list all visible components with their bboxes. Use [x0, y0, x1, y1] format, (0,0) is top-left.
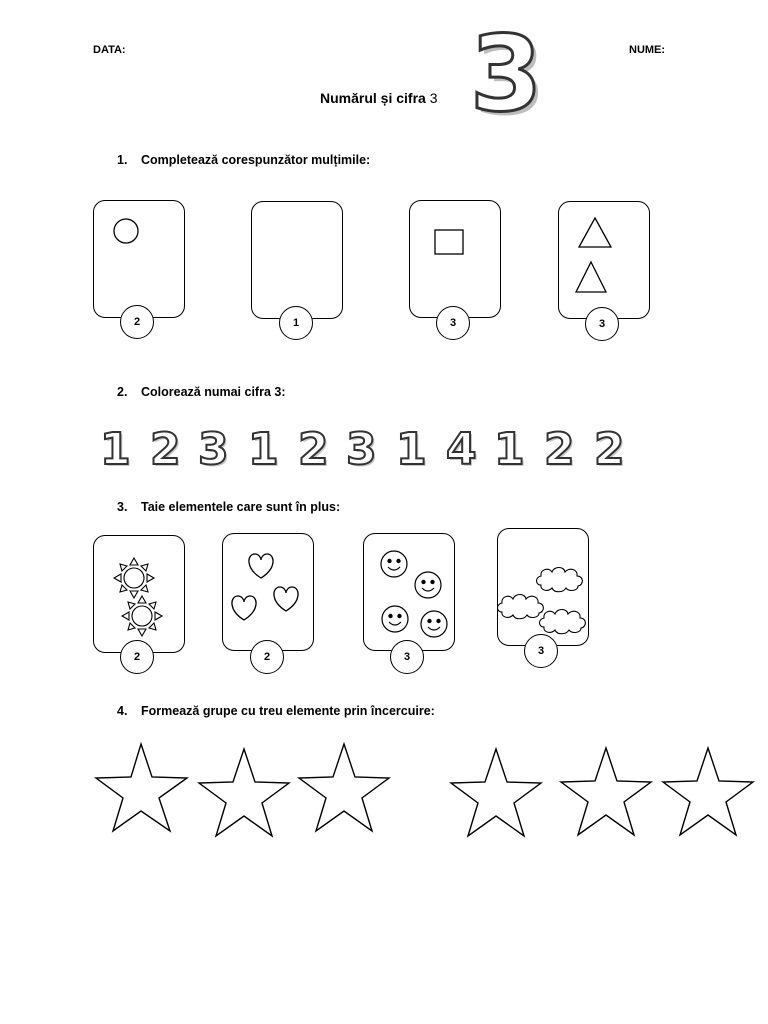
page-title	[320, 90, 438, 106]
task-1-text: Completează corespunzător mulțimile:	[141, 153, 371, 167]
sun-icon	[122, 596, 162, 636]
heart-icon	[274, 587, 298, 611]
sun-icon	[114, 558, 154, 598]
task-1-number: 1.	[117, 153, 128, 167]
star-outline-icon	[96, 744, 187, 831]
star-outline-icon	[663, 748, 753, 835]
set-badge-hearts: 2	[250, 640, 284, 674]
digit-6[interactable]: 3	[346, 424, 377, 475]
digit-4[interactable]: 1	[248, 424, 279, 475]
title-bold-text: Numărul și cifra	[320, 90, 426, 106]
set-card-smileys[interactable]	[363, 533, 455, 651]
cloud-icon	[540, 610, 586, 634]
task-3-number: 3.	[117, 500, 128, 514]
set-badge-2: 1	[279, 306, 313, 340]
set-card-clouds[interactable]	[497, 528, 589, 646]
smiley-icon-group	[364, 534, 454, 650]
set-badge-smileys: 3	[390, 640, 424, 674]
set-badge-clouds: 3	[524, 634, 558, 668]
digit-11[interactable]: 2	[594, 424, 625, 475]
set-card-1[interactable]	[93, 200, 185, 318]
digit-1[interactable]: 1	[100, 424, 131, 475]
set-badge-suns: 2	[120, 640, 154, 674]
digit-8[interactable]: 4	[446, 424, 477, 475]
task-2-number: 2.	[117, 385, 128, 399]
set-badge-3: 3	[436, 306, 470, 340]
heart-icon	[249, 554, 273, 578]
smiley-icon	[382, 606, 408, 632]
smiley-icon	[421, 611, 447, 637]
set-card-3[interactable]	[409, 200, 501, 318]
digit-10[interactable]: 2	[544, 424, 575, 475]
name-label: NUME:	[629, 44, 666, 56]
smiley-icon	[415, 572, 441, 598]
star-outline-icon	[451, 749, 541, 836]
task-1-instruction	[117, 153, 370, 167]
digit-9[interactable]: 1	[494, 424, 525, 475]
star-outline-icon	[561, 748, 651, 835]
task-2-instruction	[117, 385, 286, 399]
task-3-text: Taie elementele care sunt în plus:	[141, 500, 341, 514]
triangle-icon	[559, 202, 649, 318]
task-4-number: 4.	[117, 704, 128, 718]
task-4-instruction	[117, 704, 435, 718]
circle-icon	[94, 201, 184, 317]
star-outline-icon	[199, 749, 289, 836]
set-card-suns[interactable]	[93, 535, 185, 653]
sun-icon-group	[94, 536, 184, 652]
cloud-icon-group	[498, 529, 588, 645]
date-label: DATA:	[93, 44, 126, 56]
star-outline-icon	[299, 744, 389, 831]
digit-2[interactable]: 2	[150, 424, 181, 475]
set-card-hearts[interactable]	[222, 533, 314, 651]
set-card-2[interactable]	[251, 201, 343, 319]
set-badge-1: 2	[120, 305, 154, 339]
cloud-icon	[537, 568, 583, 592]
smiley-icon	[381, 551, 407, 577]
task-3-instruction	[117, 500, 340, 514]
digit-5[interactable]: 2	[298, 424, 329, 475]
task-2-text: Colorează numai cifra 3:	[141, 385, 286, 399]
set-badge-4: 3	[585, 307, 619, 341]
stars-row	[0, 740, 768, 860]
task-4-text: Formează grupe cu treu elemente prin încercuire:	[141, 704, 435, 718]
set-card-4[interactable]	[558, 201, 650, 319]
heart-icon-group	[223, 534, 313, 650]
digit-3[interactable]: 3	[198, 424, 229, 475]
cloud-icon	[498, 595, 544, 619]
digit-7[interactable]: 1	[396, 424, 427, 475]
big-digit-three: 3	[470, 13, 543, 135]
heart-icon	[232, 596, 256, 620]
title-digit: 3	[429, 90, 438, 106]
square-icon	[410, 201, 500, 317]
